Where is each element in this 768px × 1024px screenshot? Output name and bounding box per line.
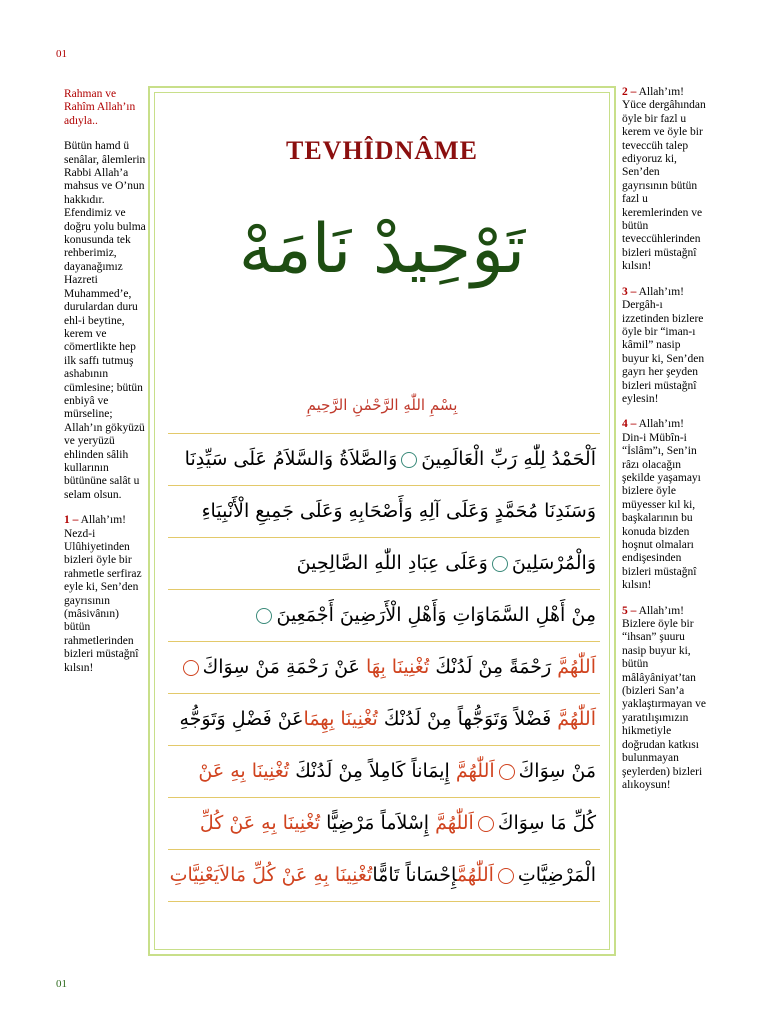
highlight-text: تُغْنِينَا بِهِمَا <box>303 708 378 730</box>
page-title: TEVHÎDNÂME <box>285 136 478 165</box>
arabic-line-text: إِسْلاَماً مَرْضِيًّا <box>326 812 430 834</box>
arabic-line <box>168 433 600 485</box>
item-1 <box>64 514 146 675</box>
arabic-line-text: عَنْ فَضْلِ وَتَوَجُّهِ <box>179 708 304 730</box>
arabic-line-text: كُلِّ مَا سِوَاكَ <box>497 812 596 834</box>
arabic-line <box>168 537 600 589</box>
intro-text: Rahman ve Rahîm Allah’ın adıyla.. <box>64 88 136 127</box>
arabic-line-text: اَلْحَمْدُ لِلّٰهِ رَبِّ الْعَالَمِينَ <box>421 448 596 470</box>
verse-stop-icon <box>256 608 272 624</box>
item-5 <box>622 605 706 793</box>
allahumma-highlight: اَللّٰهُمَّ <box>456 864 494 886</box>
item-3-text: Allah’ım! Dergâh-ı izzetinden bizlere öyle bir “iman-ı kâmil” nasip buyur ki, Sen’den gayrı her şeyden bizleri müstağnî eylesin! <box>622 285 705 405</box>
right-column <box>622 86 706 804</box>
item-2-number: 2 – <box>622 86 637 98</box>
item-4-number: 4 – <box>622 418 637 431</box>
arabic-line-text: الْمَرْضِيَّاتِ <box>517 864 596 886</box>
arabic-title: تَوْحِيدْ نَامَهْ <box>238 210 526 289</box>
arabic-line-text: عَنْ رَحْمَةِ مَنْ سِوَاكَ <box>202 656 360 678</box>
verse-stop-icon <box>499 764 515 780</box>
arabic-text-block <box>168 433 600 902</box>
arabic-line <box>168 589 600 641</box>
page-number-bottom: 01 <box>56 978 67 990</box>
verse-stop-icon <box>492 556 508 572</box>
verse-stop-icon <box>183 660 199 676</box>
allahumma-highlight: اَللّٰهُمَّ <box>455 760 495 782</box>
item-1-text: Allah’ım! Nezd-i Ulûhiyetinden bizleri öyle bir rahmetle serfiraz eyle ki, Sen’den gayrısının (mâsivânın) bütün rahmetlerinden bizleri müstağnî kılsın! <box>64 514 142 674</box>
basmala: بِسْمِ اللّٰهِ الرَّحْمٰنِ الرَّحِيمِ <box>306 396 458 414</box>
arabic-line-text: إِحْسَاناً تَامًّا <box>372 864 457 886</box>
item-5-number: 5 – <box>622 604 637 617</box>
left-column <box>64 88 146 687</box>
arabic-line-text: وَالصَّلاَةُ وَالسَّلاَمُ عَلَى سَيِّدِنَا <box>184 448 398 470</box>
highlight-text: تُغْنِينَا بِهِ عَنْ <box>198 760 290 782</box>
arabic-line-text: مِنْ أَهْلِ السَّمَاوَاتِ وَأَهْلِ الْأَرَضِينَ أَجْمَعِينَ <box>276 604 596 626</box>
arabic-line-text: مَنْ سِوَاكَ <box>518 760 596 782</box>
page-number-top: 01 <box>56 48 67 60</box>
verse-stop-icon <box>498 868 514 884</box>
highlight-text: تُغْنِينَا بِهَا <box>365 656 430 678</box>
arabic-line <box>168 745 600 797</box>
arabic-line <box>168 485 600 537</box>
arabic-line-text: رَحْمَةً مِنْ لَدُنْكَ <box>435 656 552 678</box>
arabic-line-text: وَعَلَى عِبَادِ اللّٰهِ الصَّالِحِينَ <box>296 552 488 574</box>
arabic-line-text: إِيمَاناً كَامِلاً مِنْ لَدُنْكَ <box>295 760 450 782</box>
arabic-line <box>168 849 600 902</box>
item-4-text: Allah’ım! Din-i Mübîn-i “İslâm”ı, Sen’in râzı olacağın şekilde yaşamayı bizlere öyle müyesser kıl ki, başkalarının bu konuda bizden hoşnut olmaları endişesinden bizleri müstağnî kılsın! <box>622 418 701 592</box>
item-5-text: Allah’ım! Bizlere öyle bir “ihsan” şuuru nasip buyur ki, bütün mâlâyâniyat’tan (bizleri San’a yaklaştırmayan ve yaratılışımızın hikmetiyle doğrudan katkısı bulunmayan şeylerden) bizleri alıkoysun! <box>622 604 706 791</box>
arabic-line-text: وَسَنَدِنَا مُحَمَّدٍ وَعَلَى آلِهِ وَأَصْحَابِهِ وَعَلَى جَمِيعِ الْأَنْبِيَاءِ <box>201 500 596 522</box>
arabic-line <box>168 693 600 745</box>
item-1-number: 1 – <box>64 514 79 527</box>
item-2-text: Allah’ım! Yüce dergâhından öyle bir fazl u kerem ve öyle bir teveccüh talep ediyoruz ki, Sen’den gayrısının bütün fazl u keremlerinden ve bütün teveccühlerinden bizleri müstağnî kılsın! <box>622 86 706 273</box>
highlight-text: تُغْنِينَا بِهِ عَنْ كُلِّ مَالاَيَعْنِيَّاتِ <box>169 864 373 886</box>
arabic-line <box>168 797 600 849</box>
arabic-line-text: فَضْلاً وَتَوَجُّهاً مِنْ لَدُنْكَ <box>383 708 552 730</box>
verse-stop-icon <box>401 452 417 468</box>
allahumma-highlight: اَللّٰهُمَّ <box>557 708 596 730</box>
allahumma-highlight: اَللّٰهُمَّ <box>557 656 596 678</box>
arabic-line-text: وَالْمُرْسَلِينَ <box>511 552 596 574</box>
verse-stop-icon <box>478 816 494 832</box>
item-2 <box>622 86 706 274</box>
item-3-number: 3 – <box>622 285 637 298</box>
item-4 <box>622 418 706 592</box>
arabic-line <box>168 641 600 693</box>
allahumma-highlight: اَللّٰهُمَّ <box>435 812 474 834</box>
item-3 <box>622 286 706 407</box>
highlight-text: تُغْنِينَا بِهِ عَنْ كُلِّ <box>199 812 321 834</box>
hamd-paragraph: Bütün hamd ü senâlar, âlemlerin Rabbi Allah’a mahsus ve O’nun hakkıdır. Efendimiz ve doğru yolu bulma konusunda tek rehberimiz, dayanağımız Hazreti Muhammed’e, durulardan duru ehl-i beytine, kerem ve cömertlikte hep ilk saffı tutmuş ashabının cümlesine; bütün enbiyâ ve mürseline; Allah’ın gökyüzü ve yeryüzü ehlinden sâlih kullarının bütününe salât u selam olsun. <box>64 140 146 501</box>
